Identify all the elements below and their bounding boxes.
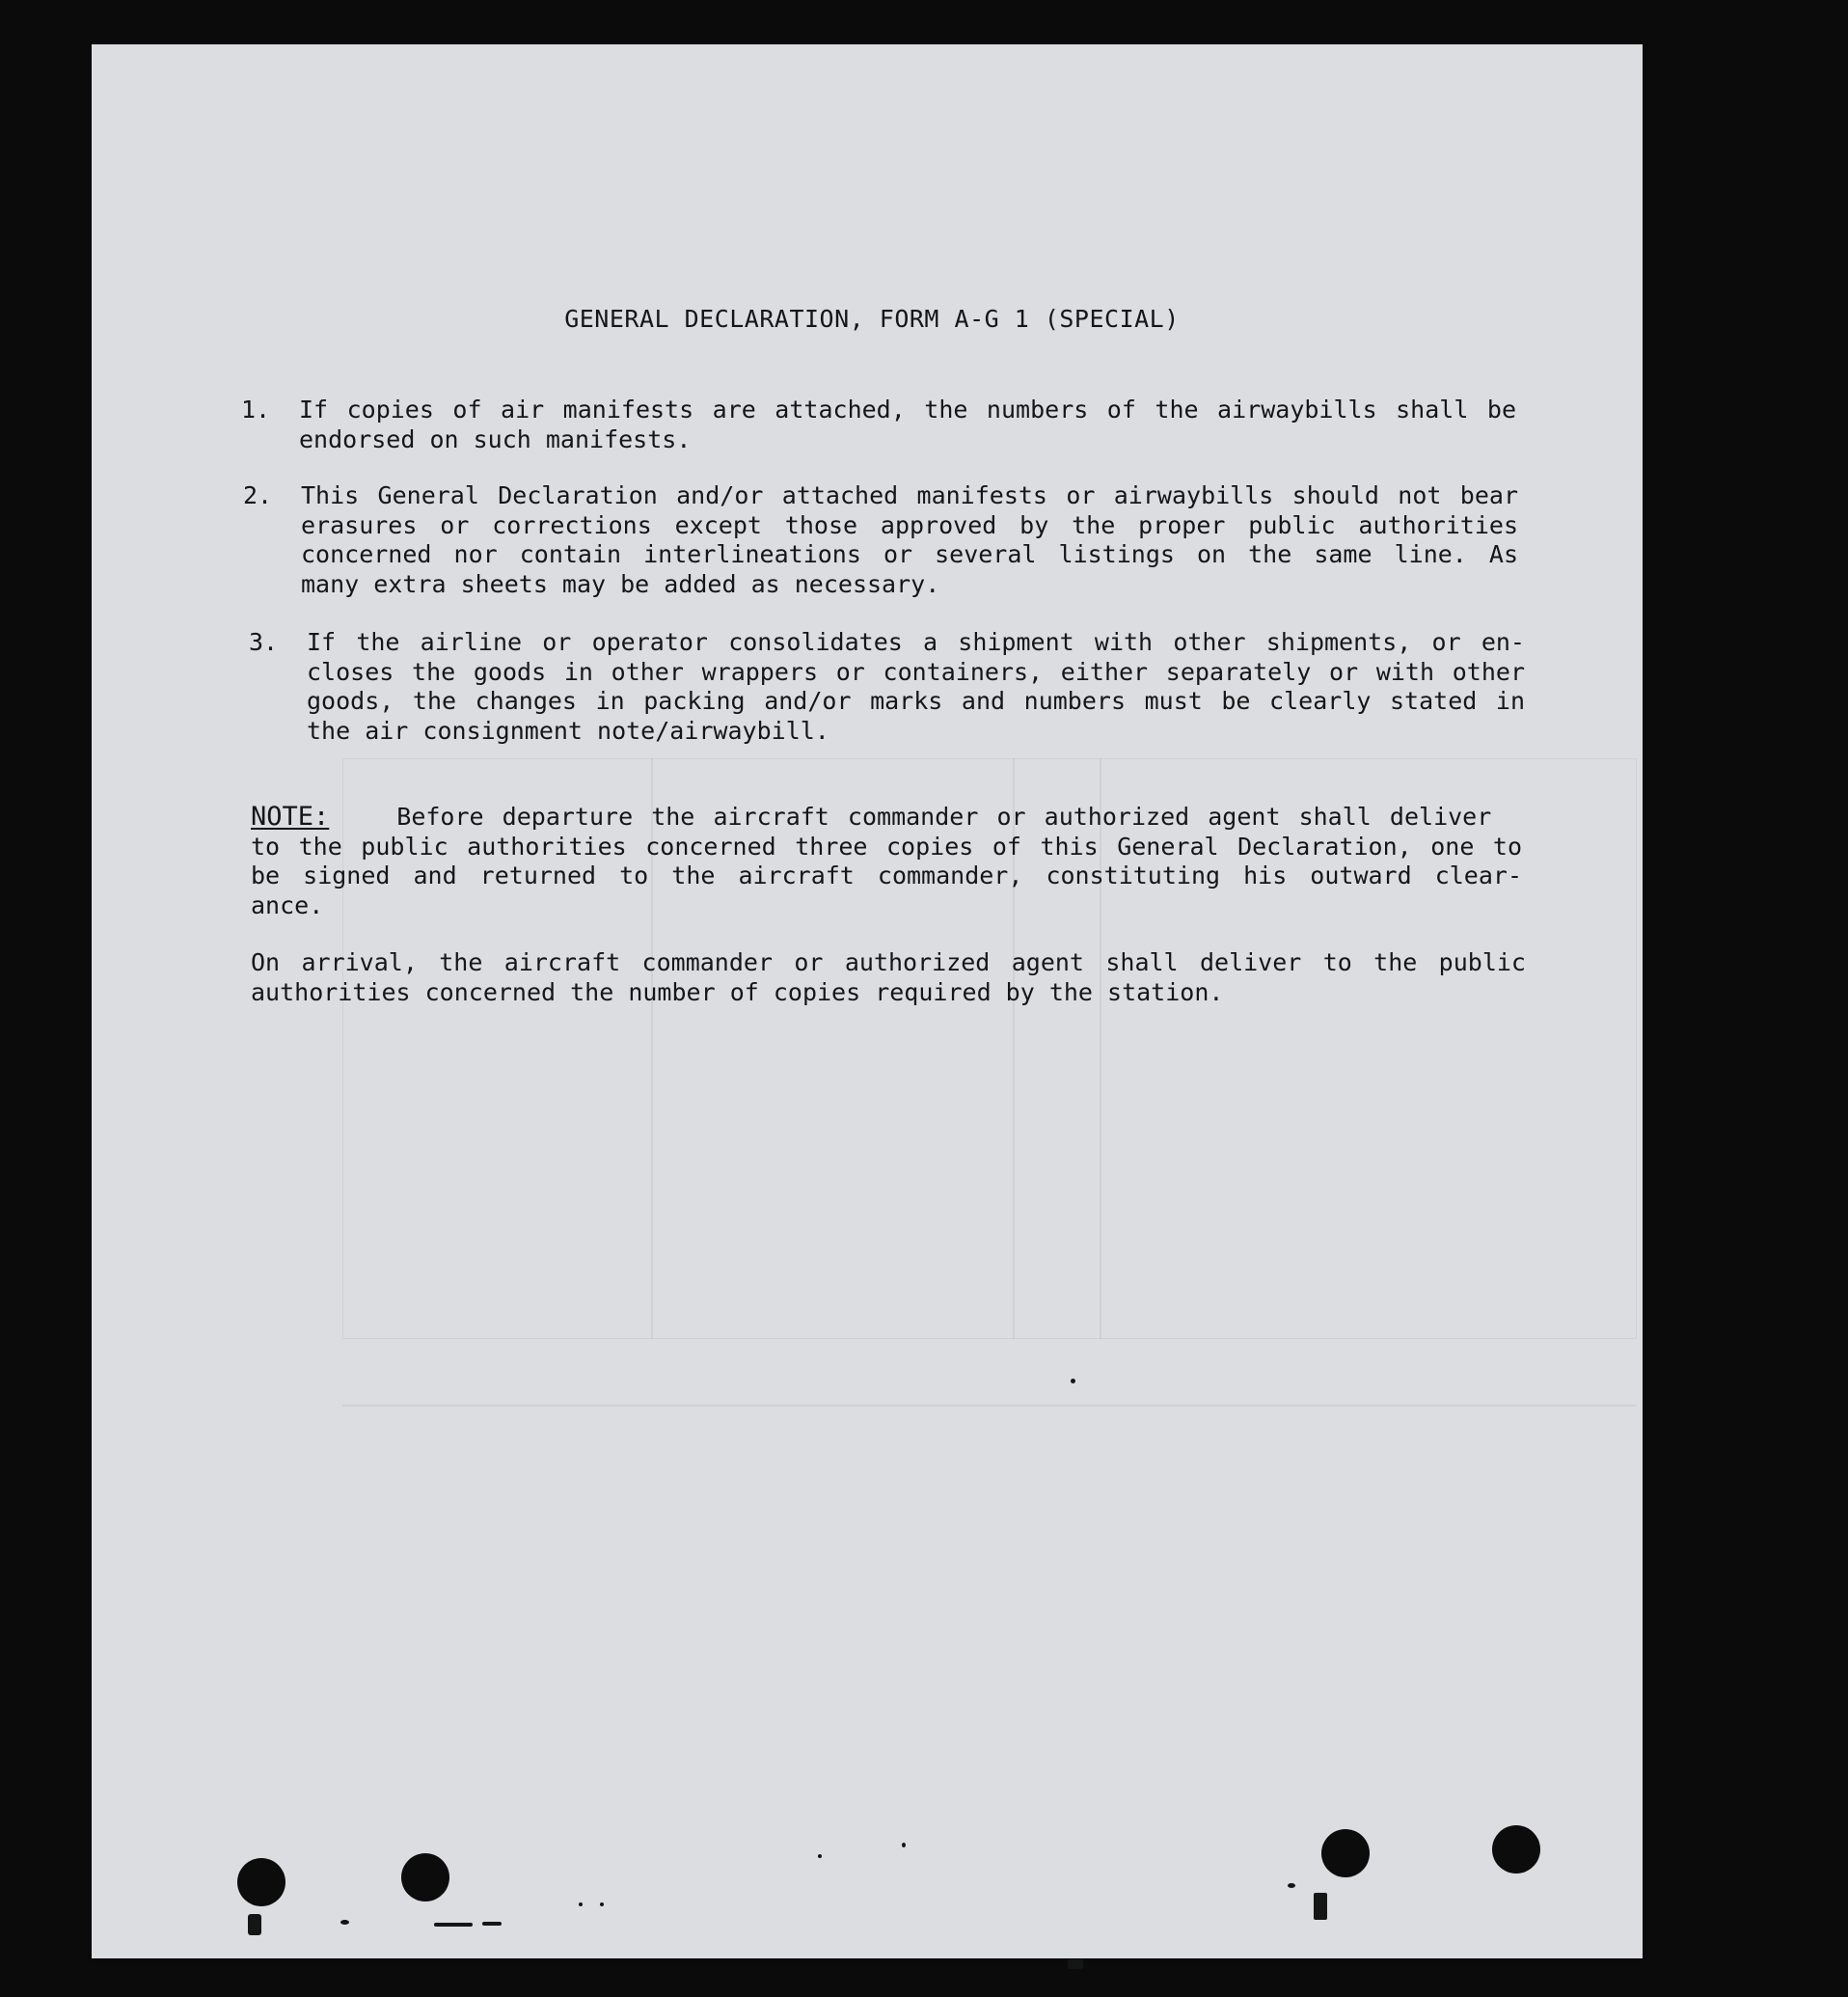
item-line: closes the goods in other wrappers or containers, either separately or with other [307, 657, 1525, 686]
punch-hole [1321, 1829, 1370, 1877]
ink-speck [818, 1854, 822, 1858]
punch-hole [1492, 1825, 1540, 1874]
note-first-line [251, 803, 1522, 833]
ink-speck [1288, 1883, 1295, 1888]
ink-speck [579, 1902, 583, 1906]
item-line: concerned nor contain interlineations or several listings on the same line. As [301, 540, 1518, 568]
ink-speck [434, 1923, 473, 1927]
note-line: to the public authorities concerned three copies of this General Declaration, one to [251, 832, 1522, 861]
ink-speck [1068, 1959, 1083, 1969]
item-line: many extra sheets may be added as necessary. [301, 569, 940, 598]
arrival-line: authorities concerned the number of copies required by the station. [251, 977, 1224, 1006]
item-line: endorsed on such manifests. [299, 424, 692, 453]
arrival-line: On arrival, the aircraft commander or authorized agent shall deliver to the public [251, 948, 1526, 976]
item-number: 3. [249, 628, 279, 656]
ink-speck [1071, 1379, 1075, 1383]
arrival-paragraph [251, 948, 1526, 1007]
ink-speck [340, 1920, 349, 1925]
ink-speck [600, 1902, 604, 1906]
note-label: NOTE: [251, 802, 330, 832]
ink-speck [482, 1922, 502, 1926]
item-text [307, 628, 1525, 746]
item-line: This General Declaration and/or attached manifests or airwaybills should not bear [301, 481, 1518, 509]
item-number: 2. [243, 481, 273, 509]
note-line: Before departure the aircraft commander or authorized agent shall deliver [396, 803, 1492, 831]
note-line: ance. [251, 890, 324, 919]
document-page [92, 44, 1643, 1958]
document-title: GENERAL DECLARATION, FORM A-G 1 (SPECIAL) [564, 305, 1180, 333]
item-number: 1. [241, 396, 271, 424]
note-paragraph [251, 803, 1522, 920]
item-line: the air consignment note/airwaybill. [307, 716, 829, 745]
punch-hole [401, 1853, 449, 1901]
ink-speck [902, 1843, 906, 1847]
note-line: be signed and returned to the aircraft commander, constituting his outward clear- [251, 862, 1522, 889]
ink-speck [1314, 1893, 1327, 1920]
show-through-rule [342, 1405, 1637, 1407]
punch-hole [237, 1858, 285, 1906]
ink-speck [248, 1914, 261, 1935]
item-line: If the airline or operator consolidates a shipment with other shipments, or en- [307, 628, 1525, 656]
item-text [301, 481, 1518, 599]
item-line: erasures or corrections except those approved by the proper public authorities [301, 510, 1518, 539]
item-line: If copies of air manifests are attached, the numbers of the airwaybills shall be [299, 396, 1516, 424]
item-text [299, 396, 1516, 454]
item-line: goods, the changes in packing and/or marks and numbers must be clearly stated in [307, 687, 1525, 715]
